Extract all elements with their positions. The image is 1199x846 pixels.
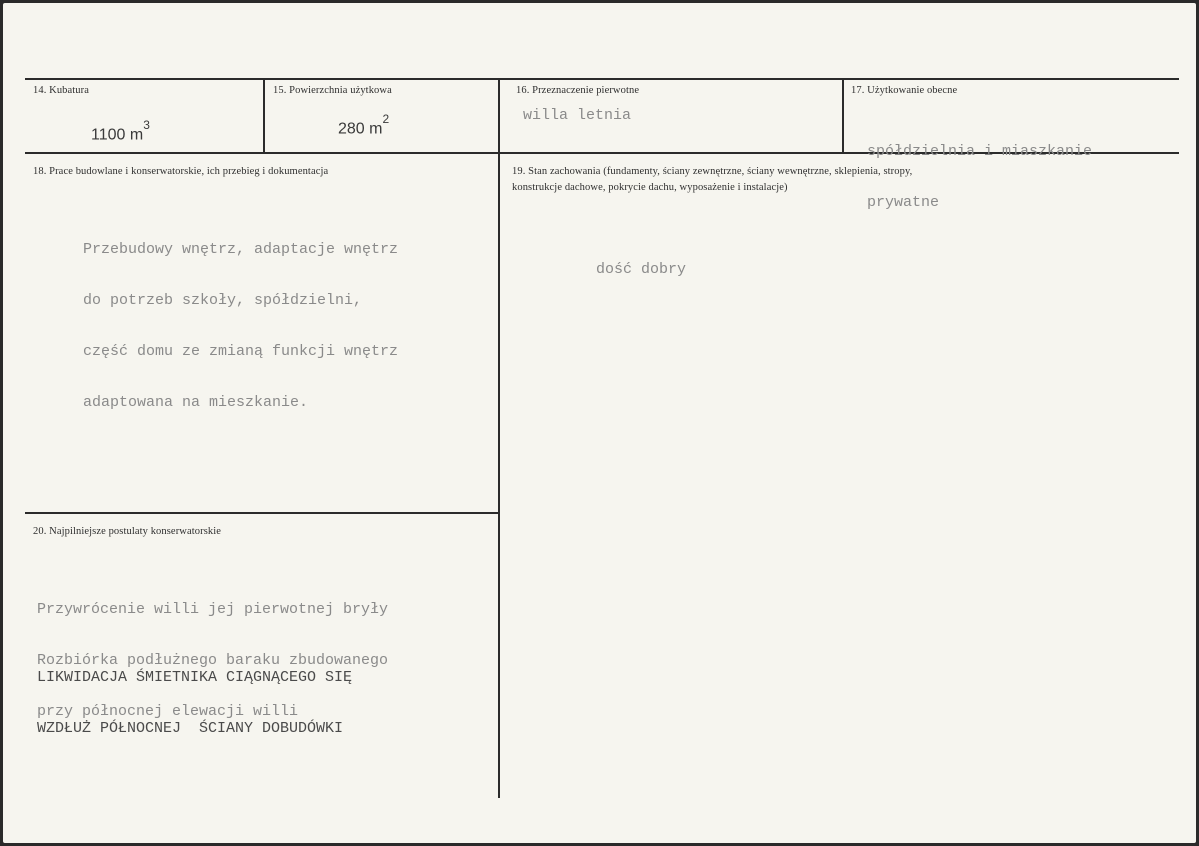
top-rule [25,78,1179,80]
field-20-line: Przywrócenie willi jej pierwotnej bryły [37,601,389,618]
field-15-exponent: 2 [382,112,390,126]
field-15-value [338,112,390,138]
field-17-label: 17. Użytkowanie obecne [851,85,958,96]
field-18-line: adaptowana na mieszkanie. [83,394,309,411]
field-14-exponent: 3 [143,118,150,132]
field-20-caps-line: WZDŁUŻ PÓŁNOCNEJ ŚCIANY DOBUDÓWKI [37,720,344,737]
record-card [3,3,1196,843]
field-19-label-line1: 19. Stan zachowania (fundamenty, ściany zewnętrzne, ściany wewnętrzne, sklepienia, stropy, [512,166,913,177]
field-16-value: willa letnia [523,107,632,124]
field-20-line: Rozbiórka podłużnego baraku zbudowanego [37,652,389,669]
section-rule [25,512,498,514]
field-14-label: 14. Kubatura [33,85,90,96]
field-17-value [867,109,1092,245]
field-18-value [83,207,398,445]
divider-3 [842,78,844,154]
field-20-label: 20. Najpilniejsze postulaty konserwatorskie [33,526,222,537]
field-18-line: Przebudowy wnętrz, adaptacje wnętrz [83,241,399,258]
field-18-line: część domu ze zmianą funkcji wnętrz [83,343,399,360]
field-17-line: prywatne [867,194,940,211]
field-15-number: 280 m [338,120,383,138]
field-16-label: 16. Przeznaczenie pierwotne [516,85,640,96]
divider-2 [498,78,500,798]
field-20-caps-value [37,635,352,771]
field-14-value [91,118,150,144]
field-20-line: przy północnej elewacji willi [37,703,299,720]
field-20-caps-line: LIKWIDACJA ŚMIETNIKA CIĄGNĄCEGO SIĘ [37,669,353,686]
field-18-line: do potrzeb szkoły, spółdzielni, [83,292,363,309]
divider-1 [263,78,265,154]
field-19-label-line2: konstrukcje dachowe, pokrycie dachu, wyposażenie i instalacje) [512,182,788,193]
field-14-number: 1100 m [91,126,144,144]
field-17-line: spółdzielnia i miaszkanie [867,143,1093,160]
field-18-label: 18. Prace budowlane i konserwatorskie, ich przebieg i dokumentacja [33,166,329,177]
field-15-label: 15. Powierzchnia użytkowa [273,85,392,96]
field-19-value: dość dobry [596,261,687,278]
